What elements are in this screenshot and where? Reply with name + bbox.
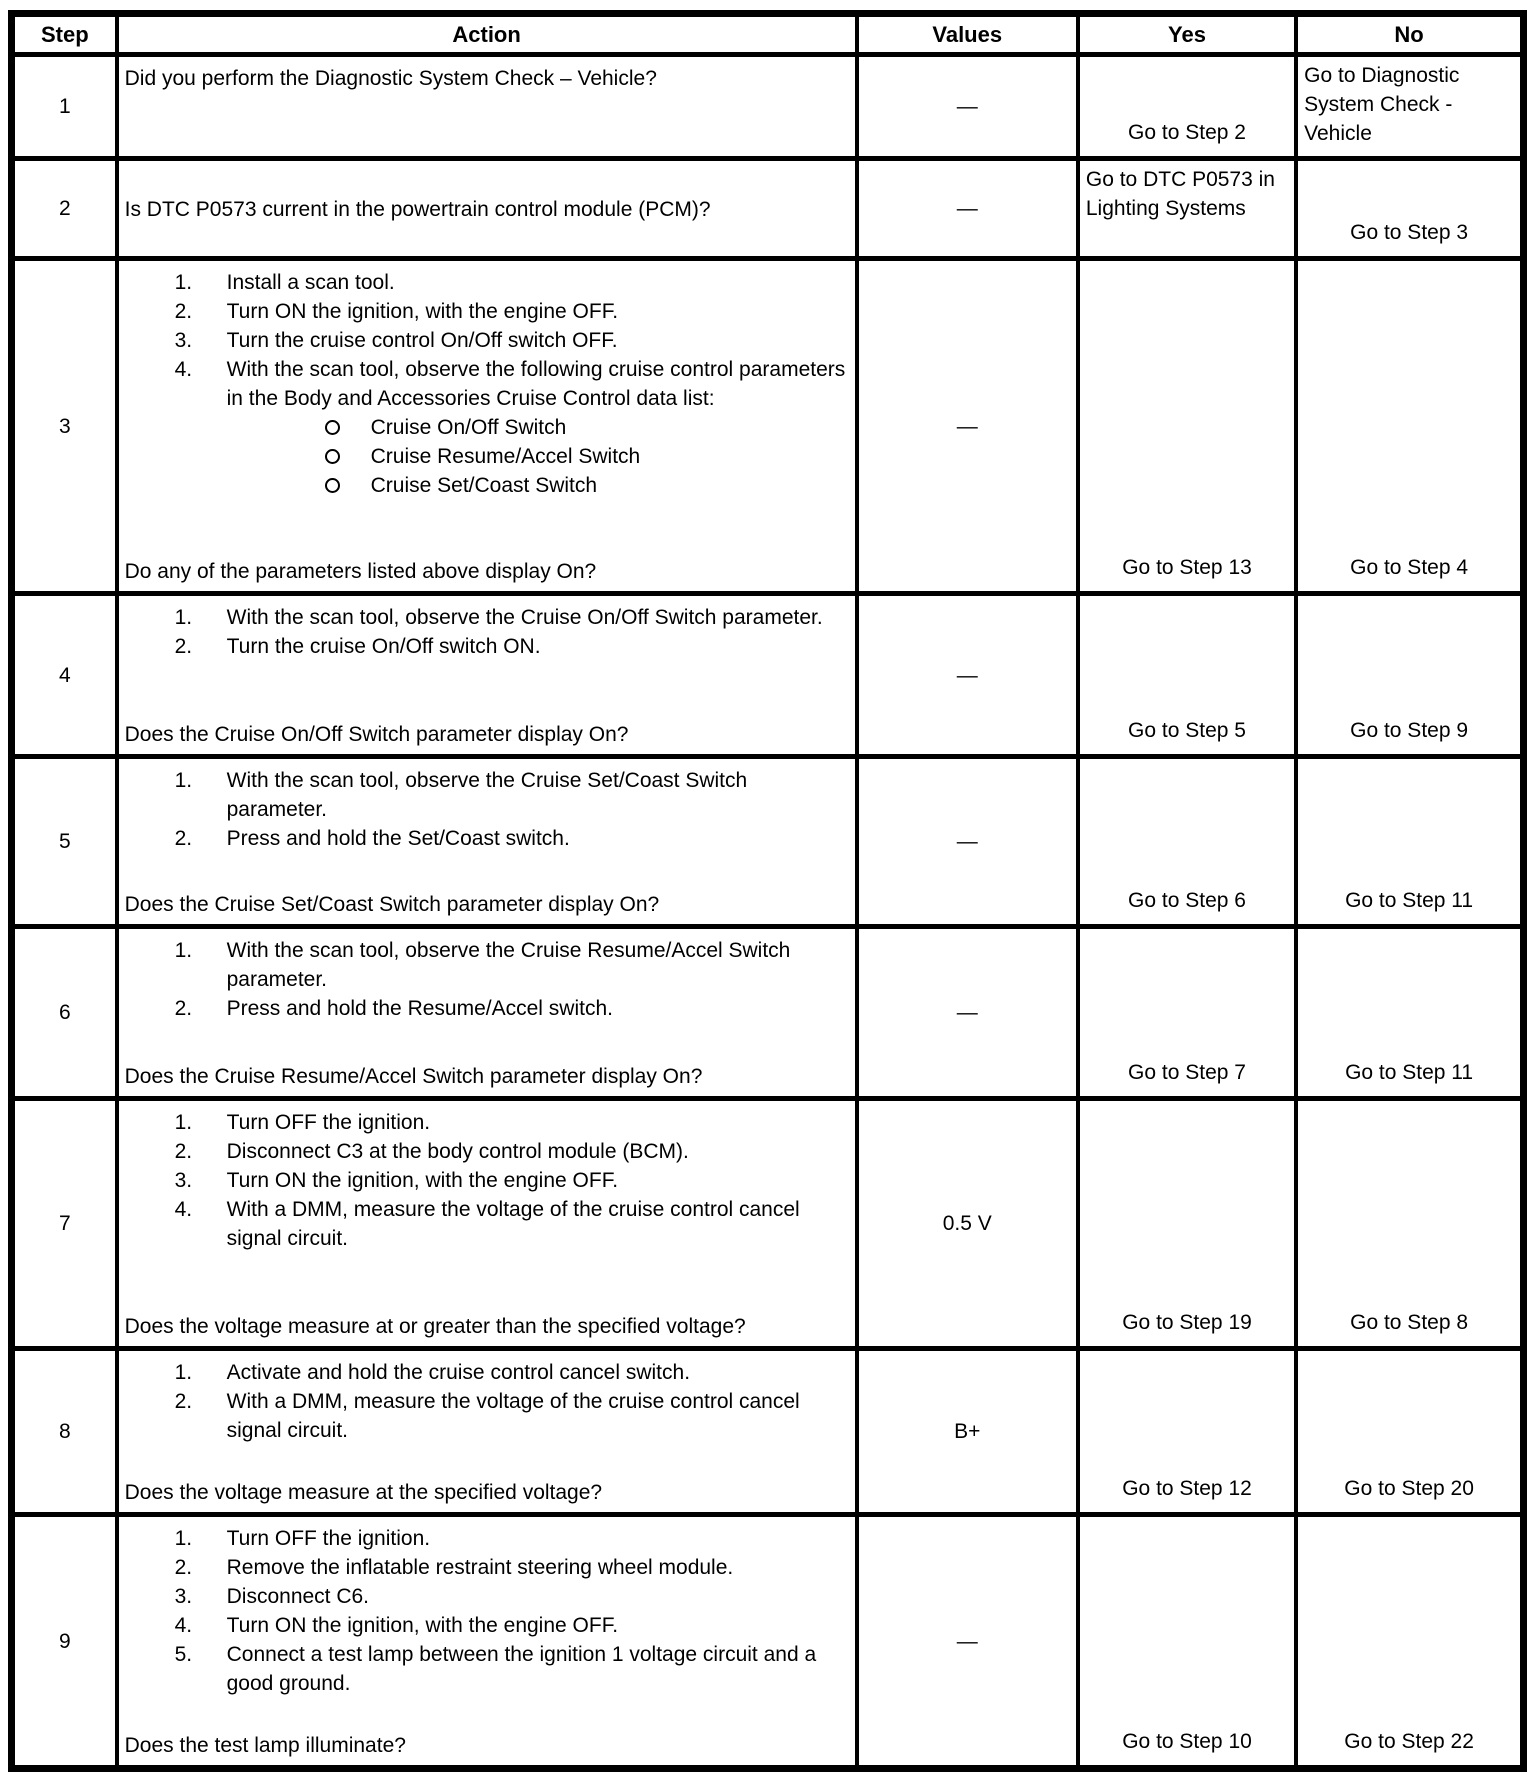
numbered-list-item — [125, 1166, 847, 1195]
no-cell: Go to Step 22 — [1296, 1515, 1523, 1769]
numbered-list-item — [125, 1108, 847, 1137]
no-cell: Go to Diagnostic System Check - Vehicle — [1296, 55, 1523, 159]
list-item-number: 1. — [174, 1361, 193, 1384]
action-question: Did you perform the Diagnostic System Check – Vehicle? — [124, 67, 657, 90]
list-item-text: Press and hold the Resume/Accel switch. — [226, 997, 613, 1020]
action-cell — [117, 1099, 857, 1349]
list-item-text: With the scan tool, observe the Cruise On/Off Switch parameter. — [226, 606, 823, 629]
list-item-number: 4. — [174, 1198, 193, 1221]
numbered-list-item — [125, 1611, 847, 1640]
action-question: Does the voltage measure at or greater than the specified voltage? — [124, 1315, 746, 1338]
numbered-list-item — [125, 326, 847, 355]
sub-list-item-text: Cruise On/Off Switch — [370, 416, 567, 439]
values-cell: — — [857, 159, 1078, 259]
list-item-text: With the scan tool, observe the Cruise Resume/Accel Switch parameter. — [226, 939, 791, 991]
diagnostic-table — [8, 10, 1527, 1772]
yes-cell: Go to Step 5 — [1078, 594, 1296, 757]
step-number: 7 — [12, 1099, 117, 1349]
list-item-text: Turn the cruise On/Off switch ON. — [226, 635, 541, 658]
header-yes: Yes — [1078, 14, 1296, 55]
table-row — [12, 1099, 1524, 1349]
list-item-number: 2. — [174, 1556, 193, 1579]
sub-list-item — [125, 413, 847, 442]
header-no: No — [1296, 14, 1523, 55]
numbered-list-item — [125, 603, 847, 632]
list-item-text: Install a scan tool. — [226, 271, 395, 294]
numbered-list-item — [125, 1524, 847, 1553]
list-item-number: 2. — [174, 1390, 193, 1413]
circle-bullet-icon — [325, 420, 340, 435]
header-values: Values — [857, 14, 1078, 55]
list-item-number: 2. — [174, 635, 193, 658]
action-step-list — [125, 268, 847, 500]
list-item-number: 1. — [174, 769, 193, 792]
step-number: 5 — [12, 757, 117, 927]
action-cell — [117, 757, 857, 927]
action-step-list — [125, 936, 847, 1023]
table-row — [12, 594, 1524, 757]
action-cell — [117, 259, 857, 594]
values-cell: — — [857, 1515, 1078, 1769]
numbered-list-item — [125, 355, 847, 413]
values-cell: — — [857, 259, 1078, 594]
no-cell: Go to Step 3 — [1296, 159, 1523, 259]
list-item-number: 1. — [174, 939, 193, 962]
list-item-text: With a DMM, measure the voltage of the cruise control cancel signal circuit. — [226, 1390, 800, 1442]
no-cell: Go to Step 9 — [1296, 594, 1523, 757]
action-cell — [117, 55, 857, 159]
values-cell: — — [857, 55, 1078, 159]
action-cell — [117, 159, 857, 259]
action-question: Does the test lamp illuminate? — [124, 1734, 406, 1757]
numbered-list-item — [125, 297, 847, 326]
list-item-text: Turn ON the ignition, with the engine OFF. — [226, 1169, 619, 1192]
list-item-number: 1. — [174, 606, 193, 629]
no-cell: Go to Step 20 — [1296, 1349, 1523, 1515]
list-item-text: Connect a test lamp between the ignition 1 voltage circuit and a good ground. — [226, 1643, 817, 1695]
header-row — [12, 14, 1524, 55]
numbered-list-item — [125, 1582, 847, 1611]
circle-bullet-icon — [325, 478, 340, 493]
bullet-slot — [125, 442, 371, 471]
numbered-list-item — [125, 1553, 847, 1582]
table-row — [12, 259, 1524, 594]
list-item-text: With a DMM, measure the voltage of the cruise control cancel signal circuit. — [226, 1198, 800, 1250]
numbered-list-item — [125, 1137, 847, 1166]
sub-list-item-text: Cruise Resume/Accel Switch — [370, 445, 641, 468]
values-cell: — — [857, 927, 1078, 1099]
numbered-list-item — [125, 1387, 847, 1445]
no-cell: Go to Step 4 — [1296, 259, 1523, 594]
no-cell: Go to Step 11 — [1296, 927, 1523, 1099]
action-step-list — [125, 603, 847, 661]
list-item-number: 5. — [174, 1643, 193, 1666]
list-item-number: 3. — [174, 1585, 193, 1608]
numbered-list-item — [125, 1640, 847, 1698]
action-question: Does the voltage measure at the specified voltage? — [124, 1481, 603, 1504]
list-item-text: Press and hold the Set/Coast switch. — [226, 827, 570, 850]
sub-list-item-text: Cruise Set/Coast Switch — [370, 474, 598, 497]
list-item-text: With the scan tool, observe the Cruise Set/Coast Switch parameter. — [226, 769, 748, 821]
sub-list-item — [125, 471, 847, 500]
list-item-text: Turn the cruise control On/Off switch OFF. — [226, 329, 618, 352]
circle-bullet-icon — [325, 449, 340, 464]
table-row — [12, 757, 1524, 927]
yes-cell: Go to Step 10 — [1078, 1515, 1296, 1769]
yes-cell: Go to Step 19 — [1078, 1099, 1296, 1349]
yes-cell: Go to Step 6 — [1078, 757, 1296, 927]
action-question: Does the Cruise Resume/Accel Switch parameter display On? — [124, 1065, 703, 1088]
action-step-list — [125, 766, 847, 853]
action-question: Is DTC P0573 current in the powertrain control module (PCM)? — [124, 197, 711, 221]
no-cell: Go to Step 11 — [1296, 757, 1523, 927]
list-item-number: 2. — [174, 300, 193, 323]
action-question: Does the Cruise On/Off Switch parameter display On? — [124, 723, 629, 746]
action-step-list — [125, 1108, 847, 1253]
table-row — [12, 55, 1524, 159]
step-number: 2 — [12, 159, 117, 259]
list-item-text: Turn ON the ignition, with the engine OFF. — [226, 1614, 619, 1637]
numbered-list-item — [125, 268, 847, 297]
yes-cell: Go to Step 13 — [1078, 259, 1296, 594]
yes-cell: Go to Step 7 — [1078, 927, 1296, 1099]
step-number: 6 — [12, 927, 117, 1099]
step-number: 8 — [12, 1349, 117, 1515]
bullet-slot — [125, 471, 371, 500]
header-step: Step — [12, 14, 117, 55]
table-row — [12, 1349, 1524, 1515]
values-cell: B+ — [857, 1349, 1078, 1515]
step-number: 9 — [12, 1515, 117, 1769]
list-item-number: 2. — [174, 997, 193, 1020]
action-question: Does the Cruise Set/Coast Switch parameter display On? — [124, 893, 660, 916]
numbered-list-item — [125, 824, 847, 853]
action-step-list — [125, 1524, 847, 1698]
yes-cell: Go to Step 12 — [1078, 1349, 1296, 1515]
list-item-number: 2. — [174, 827, 193, 850]
bullet-slot — [125, 413, 371, 442]
action-cell — [117, 927, 857, 1099]
step-number: 1 — [12, 55, 117, 159]
numbered-list-item — [125, 1195, 847, 1253]
values-cell: 0.5 V — [857, 1099, 1078, 1349]
table-row — [12, 1515, 1524, 1769]
list-item-number: 3. — [174, 329, 193, 352]
list-item-text: Turn OFF the ignition. — [226, 1111, 431, 1134]
step-number: 4 — [12, 594, 117, 757]
yes-cell: Go to Step 2 — [1078, 55, 1296, 159]
yes-cell: Go to DTC P0573 in Lighting Systems — [1078, 159, 1296, 259]
list-item-text: Turn ON the ignition, with the engine OFF. — [226, 300, 619, 323]
action-question: Do any of the parameters listed above display On? — [124, 560, 597, 583]
list-item-number: 2. — [174, 1140, 193, 1163]
numbered-list-item — [125, 766, 847, 824]
table-row — [12, 927, 1524, 1099]
no-cell: Go to Step 8 — [1296, 1099, 1523, 1349]
list-item-text: With the scan tool, observe the following cruise control parameters in the Body and Accessories Cruise Control data list: — [226, 358, 846, 410]
list-item-number: 1. — [174, 271, 193, 294]
list-item-text: Disconnect C6. — [226, 1585, 370, 1608]
list-item-text: Activate and hold the cruise control cancel switch. — [226, 1361, 691, 1384]
table-row — [12, 159, 1524, 259]
values-cell: — — [857, 594, 1078, 757]
sub-list-item — [125, 442, 847, 471]
values-cell: — — [857, 757, 1078, 927]
list-item-text: Remove the inflatable restraint steering wheel module. — [226, 1556, 734, 1579]
action-cell — [117, 1349, 857, 1515]
list-item-number: 3. — [174, 1169, 193, 1192]
numbered-list-item — [125, 994, 847, 1023]
list-item-text: Turn OFF the ignition. — [226, 1527, 431, 1550]
action-step-list — [125, 1358, 847, 1445]
list-item-text: Disconnect C3 at the body control module (BCM). — [226, 1140, 689, 1163]
list-item-number: 4. — [174, 1614, 193, 1637]
action-cell — [117, 594, 857, 757]
step-number: 3 — [12, 259, 117, 594]
list-item-number: 1. — [174, 1527, 193, 1550]
action-cell — [117, 1515, 857, 1769]
numbered-list-item — [125, 632, 847, 661]
numbered-list-item — [125, 936, 847, 994]
header-action: Action — [117, 14, 857, 55]
list-item-number: 1. — [174, 1111, 193, 1134]
list-item-number: 4. — [174, 358, 193, 381]
numbered-list-item — [125, 1358, 847, 1387]
